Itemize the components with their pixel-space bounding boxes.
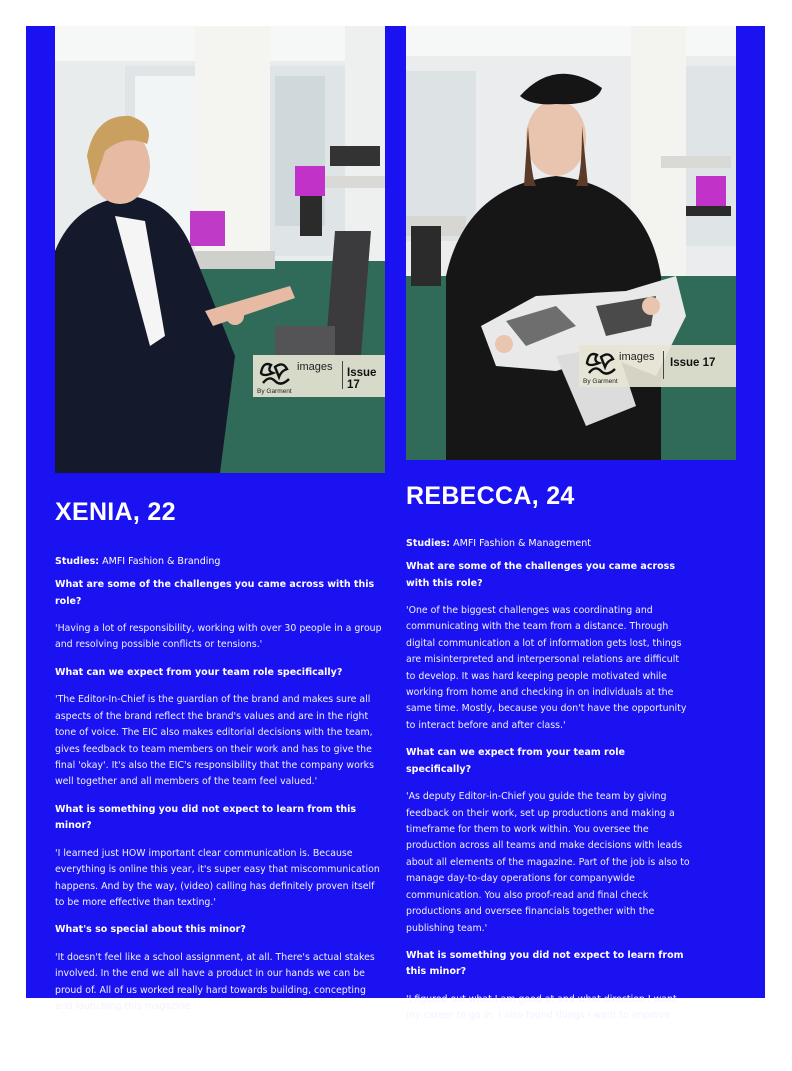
issue-label: Issue 17 bbox=[347, 367, 377, 391]
badge-divider bbox=[342, 361, 343, 389]
xenia-photo bbox=[55, 26, 385, 473]
answer: 'Having a lot of responsibility, working with over 30 people in a group and resolving possible conflicts or tensions.' bbox=[55, 623, 382, 651]
studies-value: AMFI Fashion & Branding bbox=[102, 556, 221, 567]
issue-badge bbox=[253, 355, 385, 397]
rebecca-photo bbox=[406, 26, 736, 460]
studies-value: AMFI Fashion & Management bbox=[453, 538, 592, 549]
answer: 'I figured out what I am good at and what direction I want my career to go in. I also found things I want to improve bbox=[406, 993, 677, 1022]
rebecca-interview bbox=[406, 482, 691, 1036]
by-garment-label: By Garment bbox=[583, 378, 618, 385]
question: What is something you did not expect to learn from this minor? bbox=[406, 949, 684, 978]
question: What are some of the challenges you came across with this role? bbox=[55, 579, 375, 607]
answer: 'One of the biggest challenges was coordinating and communicating with the team from a distance. Through digital communication a lot of information gets lost, things are misinterpreted and interpersonal relations are difficult to develop. It was hard keeping people motivated while working from home and checking in on individuals at the same time. Mostly, because you don't have the opportunity to interact before and after class.' bbox=[406, 605, 687, 731]
xenia-studies bbox=[55, 555, 385, 568]
answer: 'I learned just HOW important clear communication is. Because everything is online this year, it's super easy that miscommunication happens. And by the way, (video) calling has definitely proven itself to be more effective than texting.' bbox=[55, 847, 380, 908]
question: What can we expect from your team role specifically? bbox=[55, 666, 343, 678]
question: What are some of the challenges you came across with this role? bbox=[406, 561, 675, 589]
question: What can we expect from your team role specifically? bbox=[406, 747, 625, 775]
issue-label: Issue 17 bbox=[670, 357, 716, 369]
images-label: images bbox=[297, 361, 333, 373]
magazine-page bbox=[26, 26, 765, 1056]
xenia-interview bbox=[55, 494, 385, 1071]
answer: 'The Editor-In-Chief is the guardian of the brand and makes sure all aspects of the brand reflect the brand's values and are in the right tone of voice. The EIC also makes editorial decisions with the team, gives feedback to team members on their work and has to give the final 'okay'. It's also the EIC's responsibility that the company works well together and all members of the team feel valued.' bbox=[55, 694, 374, 788]
answer: 'It doesn't feel like a school assignment, at all. There's actual stakes involved. In the end we all have a product in our hands we can be proud of. All of us worked really hard towards building, concepting and launching this magazine.' bbox=[55, 951, 375, 1013]
answer: 'As deputy Editor-in-Chief you guide the team by giving feedback on their work, set up productions and making a timeframe for them to work within. You oversee the production across all teams and make decisions with leads about all elements of the magazine. Part of the job is also to manage day-to-day operations for companywide communication. You also proof-read and final check productions and oversee financials together with the publishing team.' bbox=[406, 791, 690, 934]
by-garment-label: By Garment bbox=[257, 388, 292, 395]
images-label: images bbox=[619, 351, 655, 363]
badge-divider bbox=[663, 351, 664, 379]
rebecca-studies bbox=[406, 537, 691, 550]
issue-badge bbox=[579, 345, 736, 387]
question: What is something you did not expect to learn from this minor? bbox=[55, 803, 357, 832]
rebecca-name-heading: REBECCA, 24 bbox=[406, 482, 575, 510]
question: After this minor what will you take with you into your future work environment? bbox=[55, 1028, 380, 1056]
studies-label: Studies: bbox=[55, 556, 100, 567]
question: What's so special about this minor? bbox=[55, 924, 246, 936]
xenia-name-heading: XENIA, 22 bbox=[55, 498, 176, 526]
studies-label: Studies: bbox=[406, 538, 451, 549]
